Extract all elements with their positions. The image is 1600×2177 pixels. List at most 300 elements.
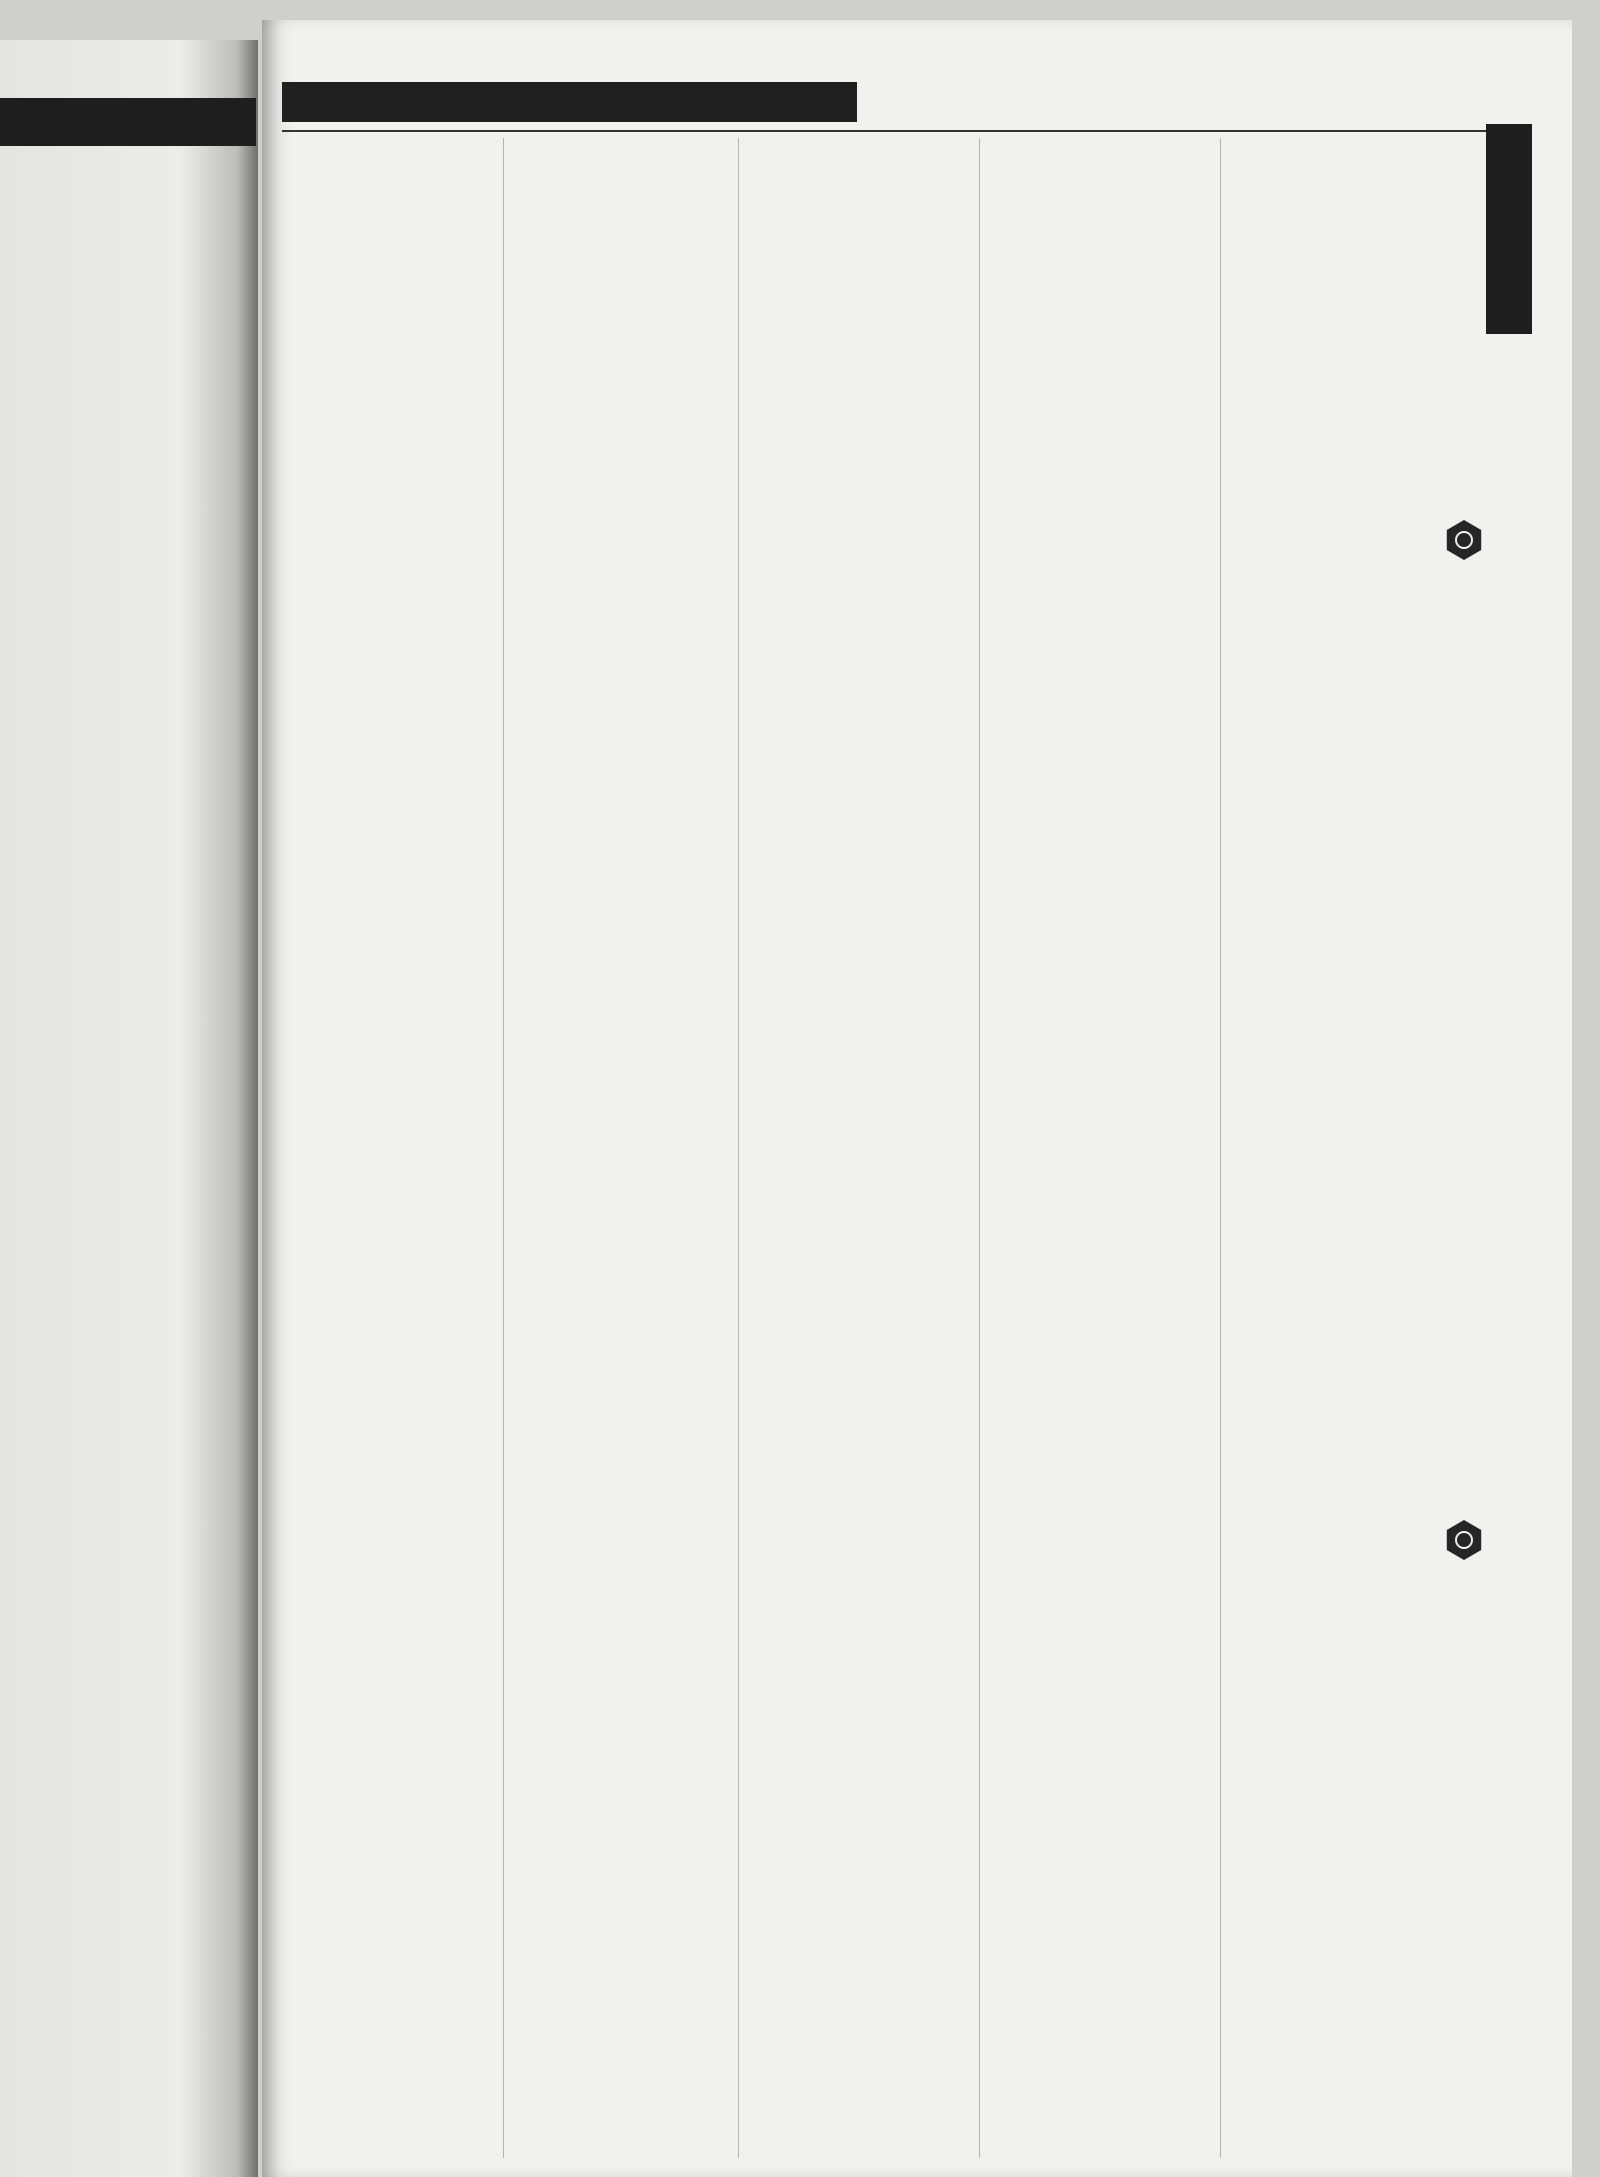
listing-entry: [984, 1612, 1216, 1632]
listing-entry: [742, 1551, 976, 1571]
listing-entry: [742, 542, 976, 562]
listing-entry: [742, 199, 976, 219]
listing-entry: [742, 1269, 976, 1289]
listing-entry: [984, 1733, 1216, 1753]
listing-entry: [276, 1289, 502, 1309]
listing-entry: [742, 2056, 976, 2076]
listing-entry: [507, 441, 735, 461]
listing-entry: [984, 865, 1216, 885]
listing-entry: [742, 744, 976, 764]
listing-entry: [1224, 1713, 1462, 1733]
listing-entry: [984, 1652, 1216, 1672]
listing-entry: [507, 1915, 735, 1935]
listing-entry: [742, 2116, 976, 2136]
listing-entry: [984, 723, 1216, 743]
listing-entry: [276, 1248, 502, 1268]
listing-entry: [276, 683, 502, 703]
listing-entry: [507, 925, 735, 945]
listing-entry: [276, 441, 502, 461]
listing-entry: [276, 1894, 502, 1914]
listing-entry: [742, 946, 976, 966]
listing-entry: [507, 1147, 735, 1167]
listing-entry: [276, 1551, 502, 1571]
listing-entry: [1224, 138, 1462, 158]
listing-entry: [984, 764, 1216, 784]
listing-entry: [984, 199, 1216, 219]
listing-entry: [1224, 643, 1462, 663]
listing-entry: [742, 905, 976, 925]
listing-entry: [1224, 1390, 1462, 1410]
listing-entry: [276, 1147, 502, 1167]
listing-entry: [1224, 663, 1462, 683]
listing-entry: [742, 1329, 976, 1349]
listing-entry: [742, 1511, 976, 1531]
listing-entry: [507, 1188, 735, 1208]
listing-entry: [1224, 1652, 1462, 1672]
listing-entry: [507, 582, 735, 602]
listing-entry: [276, 744, 502, 764]
listing-entry: [276, 2036, 502, 2056]
listing-entry: [507, 966, 735, 986]
listing-entry: [984, 2036, 1216, 2056]
listing-entry: [984, 400, 1216, 420]
listing-entry: [1224, 1208, 1462, 1228]
listing-entry: [507, 1713, 735, 1733]
listing-entry: [276, 219, 502, 239]
listing-entry: [1224, 925, 1462, 945]
listing-entry: [984, 380, 1216, 400]
listing-entry: [507, 1329, 735, 1349]
listing-entry: [742, 1592, 976, 1612]
listing-entry: [742, 1369, 976, 1389]
listing-entry: [507, 1773, 735, 1793]
listing-entry: [276, 421, 502, 441]
listing-entry: [1224, 300, 1462, 320]
listing-entry: [276, 1511, 502, 1531]
listing-entry: [1224, 1995, 1462, 2015]
listing-entry: [984, 582, 1216, 602]
listing-entry: [1224, 219, 1462, 239]
listing-entry: [984, 522, 1216, 542]
listing-entry: [507, 723, 735, 743]
listing-entry: [984, 905, 1216, 925]
listing-entry: [742, 481, 976, 501]
listing-entry: [1224, 461, 1462, 481]
listing-entry: [276, 542, 502, 562]
listing-entry: [1224, 1834, 1462, 1854]
listing-entry: [276, 1309, 502, 1329]
listing-entry: [1224, 2116, 1462, 2136]
listing-entry: [276, 1955, 502, 1975]
listing-entry: [276, 1854, 502, 1874]
listing-entry: [507, 1127, 735, 1147]
listing-entry: [742, 158, 976, 178]
listing-entry: [984, 1127, 1216, 1147]
listing-entry: [984, 542, 1216, 562]
listing-entry: [984, 966, 1216, 986]
listing-entry: [1224, 158, 1462, 178]
listing-entry: [1224, 1188, 1462, 1208]
listing-entry: [276, 239, 502, 259]
listing-entry: [276, 1531, 502, 1551]
listing-entry: [742, 461, 976, 481]
listing-entry: [276, 380, 502, 400]
listing-entry: [984, 279, 1216, 299]
listing-entry: [276, 2096, 502, 2116]
listing-entry: [742, 1491, 976, 1511]
listing-entry: [742, 1087, 976, 1107]
listing-entry: [742, 845, 976, 865]
listing-entry: [742, 1874, 976, 1894]
listing-entry: [1224, 602, 1462, 622]
listing-entry: [742, 663, 976, 683]
listing-entry: [276, 300, 502, 320]
listing-entry: [984, 2096, 1216, 2116]
listing-entry: [507, 804, 735, 824]
listing-entry: [984, 643, 1216, 663]
listing-entry: [984, 178, 1216, 198]
listing-entry: [276, 582, 502, 602]
listing-entry: [276, 1087, 502, 1107]
listing-entry: [742, 400, 976, 420]
listing-entry: [984, 320, 1216, 340]
listing-entry: [276, 623, 502, 643]
listing-entry: [742, 1127, 976, 1147]
listing-entry: [507, 905, 735, 925]
listing-entry: [984, 1309, 1216, 1329]
listing-entry: [742, 885, 976, 905]
listing-entry: [276, 824, 502, 844]
listing-entry: [984, 2157, 1216, 2158]
listing-entry: [984, 1329, 1216, 1349]
listing-entry: [276, 1652, 502, 1672]
listing-entry: [1224, 1087, 1462, 1107]
listing-entry: [1224, 1773, 1462, 1793]
listing-column-1: [276, 138, 502, 2158]
listing-entry: [276, 562, 502, 582]
listing-entry: [984, 501, 1216, 521]
listing-entry: [742, 1713, 976, 1733]
listing-entry: [1224, 1147, 1462, 1167]
listing-entry: [984, 259, 1216, 279]
listing-entry: [742, 1228, 976, 1248]
listing-entry: [276, 1410, 502, 1430]
listing-entry: [984, 481, 1216, 501]
listing-entry: [1224, 522, 1462, 542]
listing-entry: [984, 300, 1216, 320]
listing-entry: [507, 845, 735, 865]
listing-entry: [742, 300, 976, 320]
listing-entry: [507, 501, 735, 521]
listing-entry: [742, 1894, 976, 1914]
listing-entry: [1224, 199, 1462, 219]
listing-entry: [984, 703, 1216, 723]
listing-entry: [507, 1753, 735, 1773]
listing-entry: [276, 178, 502, 198]
listing-entry: [507, 1975, 735, 1995]
listing-entry: [742, 1975, 976, 1995]
listing-entry: [742, 1147, 976, 1167]
listing-entry: [1224, 1228, 1462, 1248]
listing-entry: [1224, 1127, 1462, 1147]
column-divider: [1220, 138, 1221, 2158]
listing-entry: [984, 602, 1216, 622]
listing-entry: [507, 1592, 735, 1612]
column-divider: [979, 138, 980, 2158]
listing-entry: [276, 1793, 502, 1813]
listing-entry: [507, 1935, 735, 1955]
listing-entry: [507, 824, 735, 844]
listing-entry: [507, 1309, 735, 1329]
listing-entry: [984, 845, 1216, 865]
listing-entry: [984, 360, 1216, 380]
listing-entry: [742, 1006, 976, 1026]
listing-entry: [276, 865, 502, 885]
listing-entry: [984, 1571, 1216, 1591]
listing-entry: [507, 2076, 735, 2096]
listing-entry: [507, 178, 735, 198]
listing-entry: [984, 1854, 1216, 1874]
listing-entry: [984, 1632, 1216, 1652]
listing-entry: [742, 2096, 976, 2116]
listing-entry: [507, 602, 735, 622]
listing-entry: [1224, 865, 1462, 885]
listing-entry: [276, 138, 502, 158]
listing-entry: [984, 2137, 1216, 2157]
listing-entry: [276, 1269, 502, 1289]
listing-entry: [742, 380, 976, 400]
listing-entry: [1224, 683, 1462, 703]
listing-entry: [276, 522, 502, 542]
side-advertisement-band: [1474, 100, 1540, 2170]
listing-entry: [984, 1228, 1216, 1248]
listing-entry: [1224, 1814, 1462, 1834]
listing-entry: [507, 1632, 735, 1652]
column-divider: [503, 138, 504, 2158]
listing-entry: [1224, 824, 1462, 844]
listing-entry: [276, 1208, 502, 1228]
listing-entry: [984, 1975, 1216, 1995]
listing-entry: [984, 1995, 1216, 2015]
listing-entry: [984, 1551, 1216, 1571]
listing-entry: [276, 1168, 502, 1188]
listing-entry: [276, 340, 502, 360]
listing-entry: [1224, 1915, 1462, 1935]
listing-entry: [1224, 1975, 1462, 1995]
listing-entry: [276, 1349, 502, 1369]
listing-entry: [507, 1248, 735, 1268]
listing-entry: [507, 279, 735, 299]
listing-entry: [1224, 279, 1462, 299]
listing-entry: [1224, 441, 1462, 461]
listing-entry: [984, 1773, 1216, 1793]
listing-entry: [1224, 340, 1462, 360]
listing-entry: [507, 1289, 735, 1309]
listing-entry: [984, 239, 1216, 259]
listing-entry: [507, 2056, 735, 2076]
listing-entry: [984, 1470, 1216, 1490]
listing-entry: [1224, 1551, 1462, 1571]
listing-entry: [507, 1269, 735, 1289]
listing-entry: [1224, 1269, 1462, 1289]
listing-entry: [507, 1874, 735, 1894]
listing-entry: [984, 1894, 1216, 1914]
listing-entry: [1224, 1026, 1462, 1046]
listing-entry: [276, 764, 502, 784]
listing-entry: [1224, 764, 1462, 784]
listing-entry: [984, 986, 1216, 1006]
listing-entry: [276, 643, 502, 663]
listing-entry: [276, 199, 502, 219]
listing-entry: [742, 1854, 976, 1874]
listing-entry: [742, 1289, 976, 1309]
listing-entry: [984, 925, 1216, 945]
listing-entry: [742, 1430, 976, 1450]
listing-entry: [742, 643, 976, 663]
listing-entry: [742, 925, 976, 945]
listing-entry: [507, 259, 735, 279]
listing-entry: [507, 1834, 735, 1854]
listing-entry: [984, 1349, 1216, 1369]
listing-entry: [1224, 1511, 1462, 1531]
header-advertisement: [282, 82, 857, 122]
listing-entry: [276, 1228, 502, 1248]
listing-entry: [507, 300, 735, 320]
listing-entry: [984, 1430, 1216, 1450]
listing-entry: [276, 1006, 502, 1026]
listing-entry: [1224, 1612, 1462, 1632]
listing-entry: [742, 1814, 976, 1834]
listing-entry: [1224, 845, 1462, 865]
listing-entry: [742, 804, 976, 824]
listing-entry: [276, 1632, 502, 1652]
listing-entry: [276, 1390, 502, 1410]
listing-entry: [276, 1067, 502, 1087]
listing-entry: [1224, 905, 1462, 925]
listing-entry: [984, 138, 1216, 158]
listing-entry: [1224, 2076, 1462, 2096]
listing-entry: [1224, 1369, 1462, 1389]
listing-entry: [507, 865, 735, 885]
listing-entry: [507, 1208, 735, 1228]
listing-entry: [742, 340, 976, 360]
listing-entry: [507, 158, 735, 178]
listing-entry: [984, 441, 1216, 461]
listing-entry: [984, 2116, 1216, 2136]
listing-entry: [984, 623, 1216, 643]
listing-entry: [742, 1632, 976, 1652]
listing-entry: [276, 501, 502, 521]
listing-entry: [507, 2015, 735, 2035]
listing-entry: [1224, 1289, 1462, 1309]
listing-entry: [1224, 562, 1462, 582]
listing-entry: [1224, 804, 1462, 824]
listing-entry: [276, 1612, 502, 1632]
listing-entry: [507, 683, 735, 703]
listing-entry: [507, 1733, 735, 1753]
listing-entry: [276, 845, 502, 865]
listing-entry: [507, 1672, 735, 1692]
listing-entry: [276, 1975, 502, 1995]
listing-entry: [984, 2056, 1216, 2076]
listing-entry: [1224, 885, 1462, 905]
listing-entry: [507, 1955, 735, 1975]
listing-entry: [507, 522, 735, 542]
listing-entry: [984, 1269, 1216, 1289]
listing-entry: [507, 1430, 735, 1450]
listing-entry: [1224, 1107, 1462, 1127]
listing-entry: [984, 1672, 1216, 1692]
listing-entry: [507, 703, 735, 723]
listing-entry: [507, 481, 735, 501]
listing-entry: [1224, 1632, 1462, 1652]
column-divider: [738, 138, 739, 2158]
listing-entry: [984, 1511, 1216, 1531]
listing-entry: [742, 1915, 976, 1935]
listing-entry: [507, 1692, 735, 1712]
listing-entry: [507, 1854, 735, 1874]
listing-entry: [276, 1773, 502, 1793]
listing-entry: [984, 1793, 1216, 1813]
listing-entry: [742, 1531, 976, 1551]
listing-entry: [984, 824, 1216, 844]
listing-entry: [1224, 400, 1462, 420]
listing-entry: [742, 1733, 976, 1753]
listing-entry: [507, 663, 735, 683]
listing-entry: [276, 158, 502, 178]
listing-entry: [507, 2157, 735, 2158]
listing-entry: [984, 1531, 1216, 1551]
listing-entry: [507, 1067, 735, 1087]
left-page-banner: [0, 98, 256, 146]
listing-entry: [276, 2137, 502, 2157]
listing-entry: [742, 501, 976, 521]
directory-page: [262, 20, 1572, 2177]
listing-entry: [276, 1713, 502, 1733]
listing-entry: [276, 723, 502, 743]
listing-entry: [276, 1935, 502, 1955]
listing-entry: [984, 1450, 1216, 1470]
listing-entry: [507, 2116, 735, 2136]
listing-entry: [742, 1753, 976, 1773]
listing-entry: [507, 1531, 735, 1551]
listing-entry: [984, 1006, 1216, 1026]
listing-entry: [276, 1127, 502, 1147]
listing-entry: [276, 1834, 502, 1854]
listing-entry: [984, 1834, 1216, 1854]
listing-entry: [742, 279, 976, 299]
listing-entry: [1224, 2137, 1462, 2157]
listing-entry: [742, 320, 976, 340]
listing-entry: [1224, 2015, 1462, 2035]
listing-entry: [276, 2076, 502, 2096]
listing-entry: [742, 1571, 976, 1591]
listing-entry: [1224, 1450, 1462, 1470]
listing-entry: [276, 279, 502, 299]
listing-entry: [276, 481, 502, 501]
listing-entry: [276, 1915, 502, 1935]
listing-entry: [1224, 1309, 1462, 1329]
listing-entry: [984, 1208, 1216, 1228]
listing-entry: [276, 1571, 502, 1591]
listing-entry: [742, 1168, 976, 1188]
listing-entry: [984, 1369, 1216, 1389]
listing-entry: [984, 1107, 1216, 1127]
listing-entry: [742, 1026, 976, 1046]
listing-entry: [742, 1692, 976, 1712]
listing-entry: [742, 360, 976, 380]
listing-entry: [276, 946, 502, 966]
